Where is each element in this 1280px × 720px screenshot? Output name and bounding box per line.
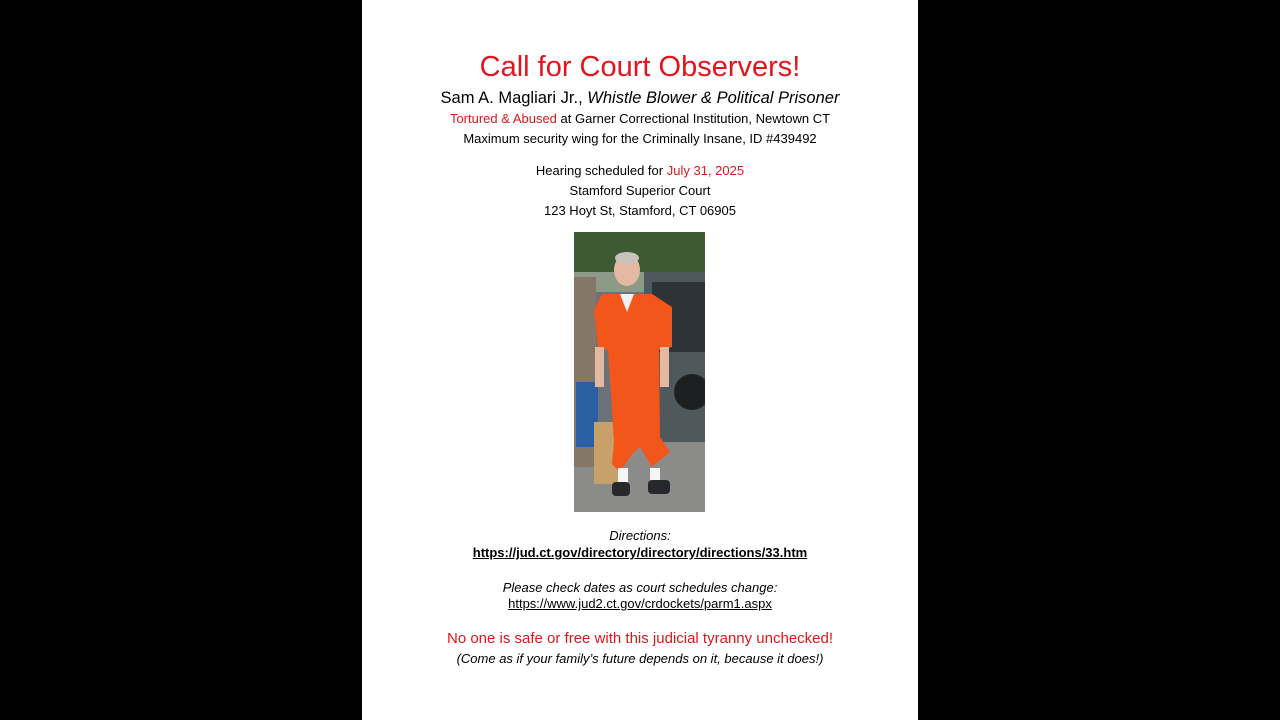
warning-text: No one is safe or free with this judicial tyranny unchecked!	[446, 630, 834, 647]
abuse-highlight: Tortured & Abused	[449, 111, 557, 126]
hearing-prefix: Hearing scheduled for	[535, 163, 664, 178]
court-name: Stamford Superior Court	[569, 183, 711, 198]
flyer-page	[362, 0, 918, 720]
schedule-note: Please check dates as court schedules change:	[502, 580, 778, 595]
abuse-line	[362, 110, 918, 128]
court-address: 123 Hoyt St, Stamford, CT 06905	[544, 203, 736, 218]
subject-name: Sam A. Magliari Jr.,	[440, 89, 583, 107]
subject-line	[362, 87, 918, 109]
hearing-date: July 31, 2025	[666, 163, 745, 178]
prisoner-photo	[574, 232, 705, 512]
abuse-location: at Garner Correctional Institution, Newtown CT	[560, 111, 831, 126]
directions-label: Directions:	[609, 528, 671, 543]
hearing-line	[362, 162, 918, 180]
closing-text: (Come as if your family’s future depends on it, because it does!)	[456, 651, 824, 666]
flyer-title: Call for Court Observers!	[479, 51, 801, 83]
security-line: Maximum security wing for the Criminally Insane, ID #439492	[463, 131, 817, 146]
schedule-link[interactable]: https://www.jud2.ct.gov/crdockets/parm1.aspx	[508, 596, 772, 611]
subject-description: Whistle Blower & Political Prisoner	[587, 89, 840, 107]
directions-link[interactable]: https://jud.ct.gov/directory/directory/directions/33.htm	[472, 545, 808, 560]
